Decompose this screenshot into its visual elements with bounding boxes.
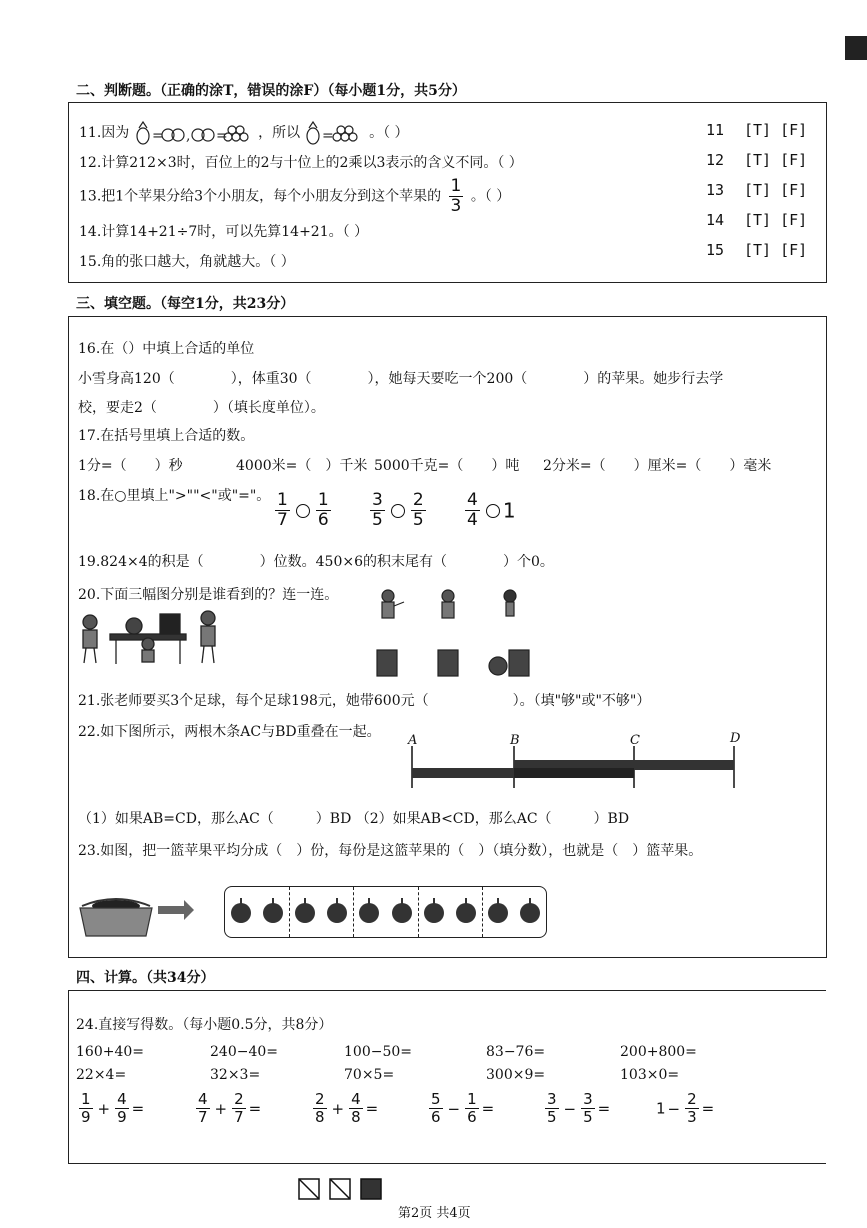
svg-text:,: ,: [185, 128, 191, 144]
apple-icon: [488, 903, 508, 923]
q24-r1-1: 160+40=: [76, 1044, 144, 1060]
views-illustration: [372, 584, 532, 680]
apple-icon: [456, 903, 476, 923]
q17-item-2: 4000米=（ ）千米: [236, 458, 368, 474]
section4-title: 四、计算。（共34分）: [76, 970, 215, 986]
q11: 11.因为 = , = ，所以 = 。（ ）: [79, 120, 409, 146]
q24-r1-5: 200+800=: [620, 1044, 697, 1060]
compare-circle[interactable]: [486, 504, 500, 518]
fruit-result-icon: [305, 120, 365, 146]
corner-marker: [845, 36, 867, 60]
answer-number: 12: [706, 151, 725, 169]
q18-item-2: $\frac{3}{5}$ $\frac{2}{5}$: [372, 490, 424, 530]
apple-icon: [295, 903, 315, 923]
q21: 21.张老师要买3个足球，每个足球198元，她带600元（ ）。（填"够"或"不够"）: [78, 693, 651, 709]
apple-icon: [359, 903, 379, 923]
q24-r1-3: 100−50=: [344, 1044, 412, 1060]
q22-title: 22.如下图所示，两根木条AC与BD重叠在一起。: [78, 724, 381, 740]
label-d: D: [730, 731, 741, 746]
tf-options[interactable]: [T] [F]: [744, 181, 808, 199]
q24-r2-3: 70×5=: [344, 1067, 395, 1083]
group-divider: [353, 887, 354, 937]
q17-item-3: 5000千克=（ ）吨: [374, 458, 520, 474]
q24-r2-2: 32×3=: [210, 1067, 261, 1083]
fraction-expression: $\frac{1}{9}$ + $\frac{4}{9}$ =: [81, 1090, 145, 1126]
tf-options[interactable]: [T] [F]: [744, 241, 808, 259]
print-marks: [298, 1178, 384, 1204]
q15: 15.角的张口越大，角就越大。（ ）: [79, 254, 295, 270]
answer-row[interactable]: [706, 211, 807, 229]
q17-item-4: 2分米=（ ）厘米=（ ）毫米: [543, 458, 772, 474]
fraction-expression: $\frac{2}{8}$ + $\frac{4}{8}$ =: [315, 1090, 379, 1126]
apple-icon: [520, 903, 540, 923]
compare-circle[interactable]: [296, 504, 310, 518]
q18-item-3: $\frac{4}{4}$ 1: [467, 490, 516, 530]
answer-row[interactable]: [706, 241, 807, 259]
fraction-expression: $\frac{4}{7}$ + $\frac{2}{7}$ =: [198, 1090, 262, 1126]
label-c: C: [630, 733, 640, 748]
q18-title: 18.在○里填上">""<"或"="。: [78, 488, 271, 504]
apple-icon: [263, 903, 283, 923]
q13-fraction: $\frac{1}{3}$: [450, 176, 462, 216]
answer-row[interactable]: [706, 181, 807, 199]
q19: 19.824×4的积是（ ）位数。450×6的积末尾有（ ）个0。: [78, 554, 554, 570]
wood-strips-diagram: [404, 730, 744, 790]
q20: 20.下面三幅图分别是谁看到的？连一连。: [78, 587, 339, 603]
q24-r2-4: 300×9=: [486, 1067, 546, 1083]
section2-title: 二、判断题。（正确的涂T，错误的涂F）（每小题1分，共5分）: [76, 83, 466, 99]
q23: 23.如图，把一篮苹果平均分成（ ）份，每份是这篮苹果的（ ）（填分数），也就是（ ）篮苹果。: [78, 843, 703, 859]
page-number: 第2页 共4页: [398, 1206, 471, 1221]
q16-title: 16.在（）中填上合适的单位: [78, 341, 255, 357]
apple-group-box: [224, 886, 547, 938]
q18-item-1: $\frac{1}{7}$ $\frac{1}{6}$: [277, 490, 329, 530]
q17-item-1: 1分=（ ）秒: [78, 458, 183, 474]
q24-r1-4: 83−76=: [486, 1044, 546, 1060]
q24-r2-1: 22×4=: [76, 1067, 127, 1083]
answer-row[interactable]: [706, 121, 807, 139]
apple-icon: [424, 903, 444, 923]
q12: 12.计算212×3时，百位上的2与十位上的2乘以3表示的含义不同。（ ）: [79, 155, 523, 171]
basket-illustration: [76, 884, 196, 944]
apple-icon: [231, 903, 251, 923]
apple-icon: [392, 903, 412, 923]
svg-text:=: =: [151, 128, 164, 144]
table-scene-illustration: [76, 608, 226, 670]
registration-marks-icon: [298, 1178, 384, 1200]
q14: 14.计算14+21÷7时，可以先算14+21。（ ）: [79, 224, 369, 240]
fruit-equation-icon: [134, 120, 254, 146]
q16-line2: 校，要走2（ ）（填长度单位）。: [78, 400, 325, 416]
svg-text:=: =: [215, 128, 228, 144]
answer-number: 11: [706, 121, 725, 139]
svg-text:=: =: [321, 128, 334, 144]
compare-circle[interactable]: [391, 504, 405, 518]
q24-r2-5: 103×0=: [620, 1067, 680, 1083]
q24-title: 24.直接写得数。（每小题0.5分，共8分）: [76, 1017, 333, 1033]
answer-number: 14: [706, 211, 725, 229]
answer-number: 15: [706, 241, 725, 259]
answer-number: 13: [706, 181, 725, 199]
q16-line1: 小雪身高120（ ），体重30（ ），她每天要吃一个200（ ）的苹果。她步行去学: [78, 371, 724, 387]
fraction-expression: $\frac{3}{5}$ − $\frac{3}{5}$ =: [547, 1090, 611, 1126]
tf-options[interactable]: [T] [F]: [744, 121, 808, 139]
answer-row[interactable]: [706, 151, 807, 169]
tf-options[interactable]: [T] [F]: [744, 211, 808, 229]
group-divider: [289, 887, 290, 937]
fraction-expression: 1 − $\frac{2}{3}$ =: [656, 1090, 715, 1126]
q24-r1-2: 240−40=: [210, 1044, 278, 1060]
group-divider: [418, 887, 419, 937]
q22-sub: （1）如果AB=CD，那么AC（ ）BD （2）如果AB<CD，那么AC（ ）BD: [78, 811, 630, 827]
tf-options[interactable]: [T] [F]: [744, 151, 808, 169]
label-b: B: [510, 733, 520, 748]
label-a: A: [408, 733, 418, 748]
group-divider: [482, 887, 483, 937]
q17-title: 17.在括号里填上合适的数。: [78, 428, 255, 444]
section3-title: 三、填空题。（每空1分，共23分）: [76, 296, 295, 312]
apple-row: [225, 887, 546, 937]
apple-icon: [327, 903, 347, 923]
q13: 13.把1个苹果分给3个小朋友，每个小朋友分到这个苹果的 $\frac{1}{3}$ 。（ ）: [79, 176, 511, 216]
fraction-expression: $\frac{5}{6}$ − $\frac{1}{6}$ =: [431, 1090, 495, 1126]
